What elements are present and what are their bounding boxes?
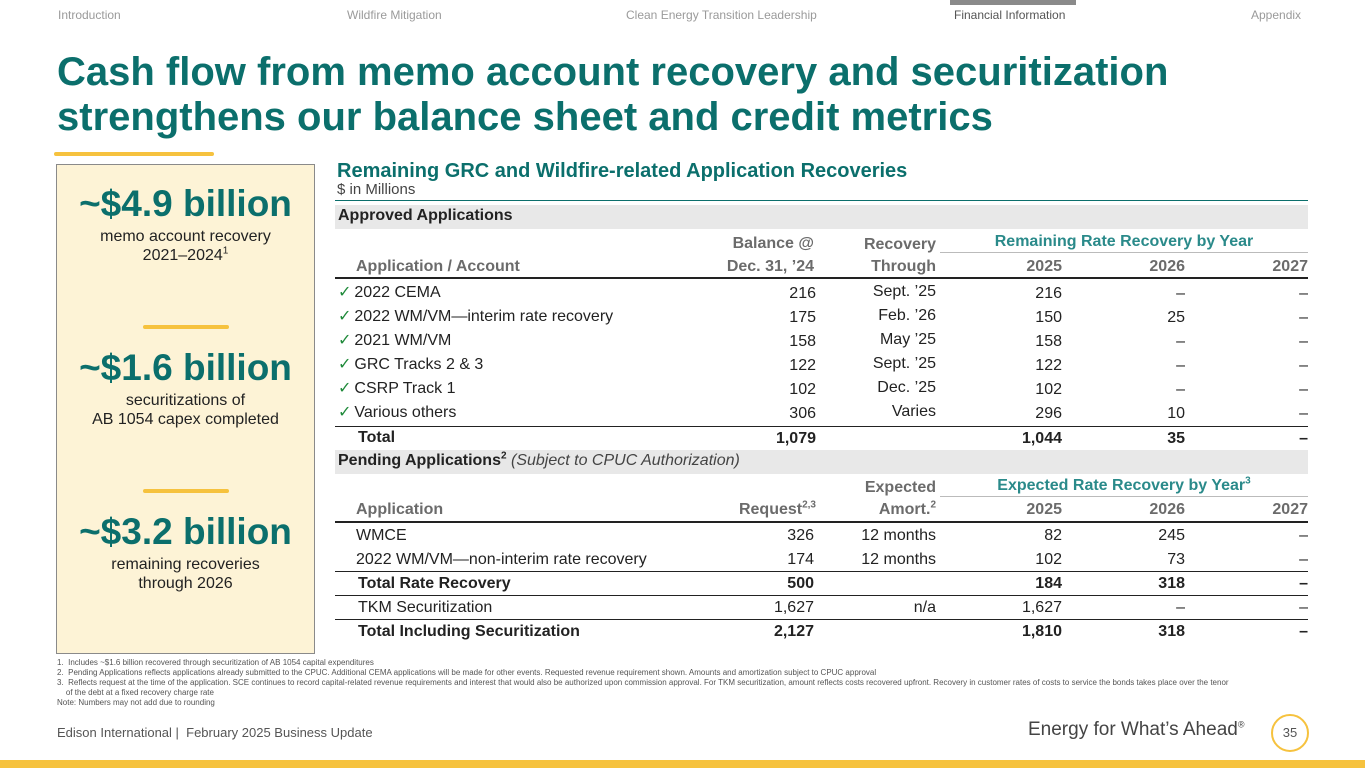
approved-row-balance: 158 bbox=[789, 333, 816, 350]
col-header-account: Application / Account bbox=[356, 258, 520, 275]
stat-memo-recovery bbox=[57, 183, 314, 265]
approved-row-2026: – bbox=[1176, 357, 1185, 374]
stat-desc-line2: 2021–2024 bbox=[142, 247, 223, 264]
pending-row-2025: 82 bbox=[1044, 527, 1062, 544]
stat-description bbox=[57, 391, 314, 429]
pending-row-amort: 12 months bbox=[861, 527, 936, 544]
total-rate-request: 500 bbox=[787, 575, 814, 592]
pending-row-name: WMCE bbox=[356, 527, 407, 544]
approved-row-2025: 122 bbox=[1035, 357, 1062, 374]
approved-row-2025: 102 bbox=[1035, 381, 1062, 398]
check-icon: ✓ bbox=[338, 332, 352, 349]
footnote-2: 2. Pending Applications reflects applications already submitted to the CPUC. Additional CEMA applications will be made for other events. Requested revenue requirement shown. Amounts and amortization subject to CPUC approval bbox=[57, 668, 877, 677]
approved-row-through: Sept. ’25 bbox=[872, 283, 936, 300]
total-rate-label: Total Rate Recovery bbox=[358, 575, 511, 592]
approved-row-2026: 10 bbox=[1167, 405, 1185, 422]
col-header-2025: 2025 bbox=[1026, 501, 1062, 518]
pending-row-2026: 245 bbox=[1158, 527, 1185, 544]
header-rule bbox=[335, 277, 1308, 279]
approved-row-2027: – bbox=[1299, 381, 1308, 398]
footnote-ref: 2 bbox=[500, 450, 507, 462]
stat-value: ~$3.2 billion bbox=[79, 511, 292, 552]
page-number: 35 bbox=[1271, 714, 1309, 752]
pending-band-title: Pending Applications bbox=[338, 452, 501, 469]
footnote-3: 3. Reflects request at the time of the application. SCE continues to record capital-related revenue requirements and interest that would also be authorized upon commission approval. For TKM securitization, amount reflects costs recovered upfront. Recovery in customer rates of costs to service the bonds takes place over the tenor bbox=[57, 678, 1229, 687]
tkm-label: TKM Securitization bbox=[358, 599, 493, 616]
total-sec-label: Total Including Securitization bbox=[358, 623, 580, 640]
approved-row-through: Feb. ’26 bbox=[878, 307, 936, 324]
registered-mark: ® bbox=[1237, 719, 1245, 730]
col-header-through-l1: Recovery bbox=[863, 236, 936, 253]
stat-value: ~$1.6 billion bbox=[79, 347, 292, 388]
approved-total-2025: 1,044 bbox=[1021, 430, 1062, 447]
tagline-text: Energy for What’s Ahead bbox=[1028, 719, 1238, 740]
pending-row-2027: – bbox=[1299, 551, 1308, 568]
col-header-2026: 2026 bbox=[1149, 258, 1185, 275]
stat-desc-line2: through 2026 bbox=[138, 575, 233, 592]
nav-item-introduction[interactable]: Introduction bbox=[58, 8, 121, 22]
nav-active-indicator bbox=[950, 0, 1076, 5]
header-rule bbox=[335, 521, 1308, 523]
stat-value: ~$4.9 billion bbox=[79, 183, 292, 224]
total-rule bbox=[335, 619, 1308, 620]
stat-divider bbox=[143, 489, 229, 493]
total-rate-2027: – bbox=[1299, 575, 1308, 592]
pending-group-header bbox=[940, 476, 1308, 496]
approved-total-label: Total bbox=[358, 429, 396, 446]
total-sec-2027: – bbox=[1299, 623, 1308, 640]
approved-row-2025: 216 bbox=[1035, 285, 1062, 302]
nav-item-appendix[interactable]: Appendix bbox=[1251, 8, 1302, 22]
col-header-balance-l1: Balance @ bbox=[732, 235, 814, 252]
approved-row-name bbox=[338, 331, 451, 351]
approved-row-through: Varies bbox=[891, 403, 936, 420]
col-header-amort-l2 bbox=[830, 500, 936, 520]
key-stats-callout bbox=[56, 164, 315, 654]
approved-row-2027: – bbox=[1299, 357, 1308, 374]
pending-band-label bbox=[338, 452, 740, 470]
pending-row-amort: 12 months bbox=[861, 551, 936, 568]
approved-row-through: May ’25 bbox=[879, 331, 936, 348]
approved-row-balance: 102 bbox=[789, 381, 816, 398]
stat-remaining-recoveries bbox=[57, 511, 314, 593]
check-icon: ✓ bbox=[338, 308, 352, 325]
col-header-amort-l1: Expected bbox=[864, 479, 936, 496]
col-header-2027: 2027 bbox=[1272, 501, 1308, 518]
approved-row-name bbox=[338, 403, 456, 423]
footer-source: Edison International | February 2025 Business Update bbox=[57, 725, 373, 740]
stat-description bbox=[57, 555, 314, 593]
col-header-2025: 2025 bbox=[1026, 258, 1062, 275]
total-sec-2026: 318 bbox=[1158, 623, 1185, 640]
approved-row-balance: 175 bbox=[789, 309, 816, 326]
stat-divider bbox=[143, 325, 229, 329]
approved-row-2027: – bbox=[1299, 285, 1308, 302]
footnote-ref: 1 bbox=[222, 245, 229, 257]
nav-item-clean-energy[interactable]: Clean Energy Transition Leadership bbox=[626, 8, 817, 22]
approved-row-2025: 150 bbox=[1035, 309, 1062, 326]
check-icon: ✓ bbox=[338, 404, 352, 421]
pending-row-request: 326 bbox=[787, 527, 814, 544]
approved-row-2026: – bbox=[1176, 333, 1185, 350]
pending-band-right bbox=[815, 450, 1308, 474]
approved-row-label: GRC Tracks 2 & 3 bbox=[354, 356, 484, 373]
footnote-1: 1. Includes ~$1.6 billion recovered through securitization of AB 1054 capital expenditures bbox=[57, 658, 374, 667]
approved-row-balance: 216 bbox=[789, 285, 816, 302]
approved-row-2027: – bbox=[1299, 405, 1308, 422]
pending-band-note: (Subject to CPUC Authorization) bbox=[510, 452, 740, 469]
total-rate-2025: 184 bbox=[1035, 575, 1062, 592]
approved-row-name bbox=[338, 355, 483, 375]
approved-row-2025: 296 bbox=[1035, 405, 1062, 422]
pending-row-2025: 102 bbox=[1035, 551, 1062, 568]
total-rule bbox=[335, 571, 1308, 572]
approved-row-2026: 25 bbox=[1167, 309, 1185, 326]
approved-row-2026: – bbox=[1176, 285, 1185, 302]
footnote-ref: 2 bbox=[930, 499, 936, 511]
approved-total-2026: 35 bbox=[1167, 430, 1185, 447]
approved-row-balance: 306 bbox=[789, 405, 816, 422]
col-header-request-text: Request bbox=[738, 501, 803, 518]
check-icon: ✓ bbox=[338, 380, 352, 397]
stat-desc-line2: AB 1054 capex completed bbox=[92, 411, 279, 428]
table-title: Remaining GRC and Wildfire-related Application Recoveries bbox=[337, 160, 908, 182]
bottom-accent-bar bbox=[0, 760, 1365, 768]
approved-group-header: Remaining Rate Recovery by Year bbox=[994, 233, 1254, 250]
tkm-request: 1,627 bbox=[773, 599, 814, 616]
approved-row-label: 2022 CEMA bbox=[354, 284, 441, 301]
approved-row-2027: – bbox=[1299, 309, 1308, 326]
table-top-rule bbox=[335, 200, 1308, 201]
col-header-2026: 2026 bbox=[1149, 501, 1185, 518]
approved-total-2027: – bbox=[1299, 430, 1308, 447]
approved-total-balance: 1,079 bbox=[775, 430, 816, 447]
col-header-application: Application bbox=[356, 501, 444, 518]
approved-row-name bbox=[338, 379, 455, 399]
approved-row-label: 2022 WM/VM—interim rate recovery bbox=[354, 308, 614, 325]
approved-row-label: Various others bbox=[354, 404, 457, 421]
nav-item-financial-information[interactable]: Financial Information bbox=[954, 8, 1066, 22]
pending-row-name: 2022 WM/VM—non-interim rate recovery bbox=[356, 551, 647, 568]
group-header-rule bbox=[940, 252, 1308, 253]
tkm-2027: – bbox=[1299, 599, 1308, 616]
approved-row-through: Sept. ’25 bbox=[872, 355, 936, 372]
stat-securitizations bbox=[57, 347, 314, 429]
table-units: $ in Millions bbox=[337, 181, 416, 198]
stat-desc-line1: securitizations of bbox=[125, 392, 246, 409]
col-header-through-l2: Through bbox=[871, 258, 936, 275]
title-underline bbox=[54, 152, 214, 156]
pending-row-request: 174 bbox=[787, 551, 814, 568]
stat-desc-line1: memo account recovery bbox=[100, 228, 271, 245]
row-rule bbox=[335, 595, 1308, 596]
stat-desc-line1: remaining recoveries bbox=[111, 556, 260, 573]
pending-group-header-text: Expected Rate Recovery by Year bbox=[997, 477, 1246, 494]
nav-item-wildfire-mitigation[interactable]: Wildfire Mitigation bbox=[347, 8, 442, 22]
top-nav bbox=[0, 0, 1365, 30]
footer-tagline bbox=[1028, 719, 1244, 741]
tkm-amort: n/a bbox=[913, 599, 936, 616]
approved-row-label: 2021 WM/VM bbox=[354, 332, 452, 349]
approved-row-2027: – bbox=[1299, 333, 1308, 350]
check-icon: ✓ bbox=[338, 284, 352, 301]
approved-band-label: Approved Applications bbox=[338, 207, 513, 224]
approved-row-name bbox=[338, 283, 441, 303]
footnote-3-cont: of the debt at a fixed recovery charge rate bbox=[57, 688, 214, 697]
approved-row-through: Dec. ’25 bbox=[877, 379, 936, 396]
footnotes bbox=[57, 658, 1307, 708]
group-header-rule bbox=[940, 496, 1308, 497]
approved-row-2026: – bbox=[1176, 381, 1185, 398]
page-title: Cash flow from memo account recovery and securitization strengthens our balance sheet and credit metrics bbox=[57, 50, 1169, 139]
total-sec-2025: 1,810 bbox=[1021, 623, 1062, 640]
approved-row-name bbox=[338, 307, 613, 327]
col-header-balance-l2: Dec. 31, ’24 bbox=[726, 258, 814, 275]
tkm-2026: – bbox=[1176, 599, 1185, 616]
stat-description bbox=[57, 227, 314, 265]
pending-row-2026: 73 bbox=[1167, 551, 1185, 568]
col-header-request bbox=[690, 500, 816, 520]
check-icon: ✓ bbox=[338, 356, 352, 373]
pending-row-2027: – bbox=[1299, 527, 1308, 544]
col-header-amort-text: Amort. bbox=[878, 501, 931, 518]
footnote-ref: 2,3 bbox=[802, 499, 816, 511]
approved-row-2025: 158 bbox=[1035, 333, 1062, 350]
col-header-2027: 2027 bbox=[1272, 258, 1308, 275]
footnote-note: Note: Numbers may not add due to rounding bbox=[57, 698, 215, 707]
approved-row-label: CSRP Track 1 bbox=[354, 380, 456, 397]
approved-row-balance: 122 bbox=[789, 357, 816, 374]
total-rule bbox=[335, 426, 1308, 427]
total-rate-2026: 318 bbox=[1158, 575, 1185, 592]
footnote-ref: 3 bbox=[1245, 475, 1251, 487]
total-sec-request: 2,127 bbox=[773, 623, 814, 640]
tkm-2025: 1,627 bbox=[1021, 599, 1062, 616]
